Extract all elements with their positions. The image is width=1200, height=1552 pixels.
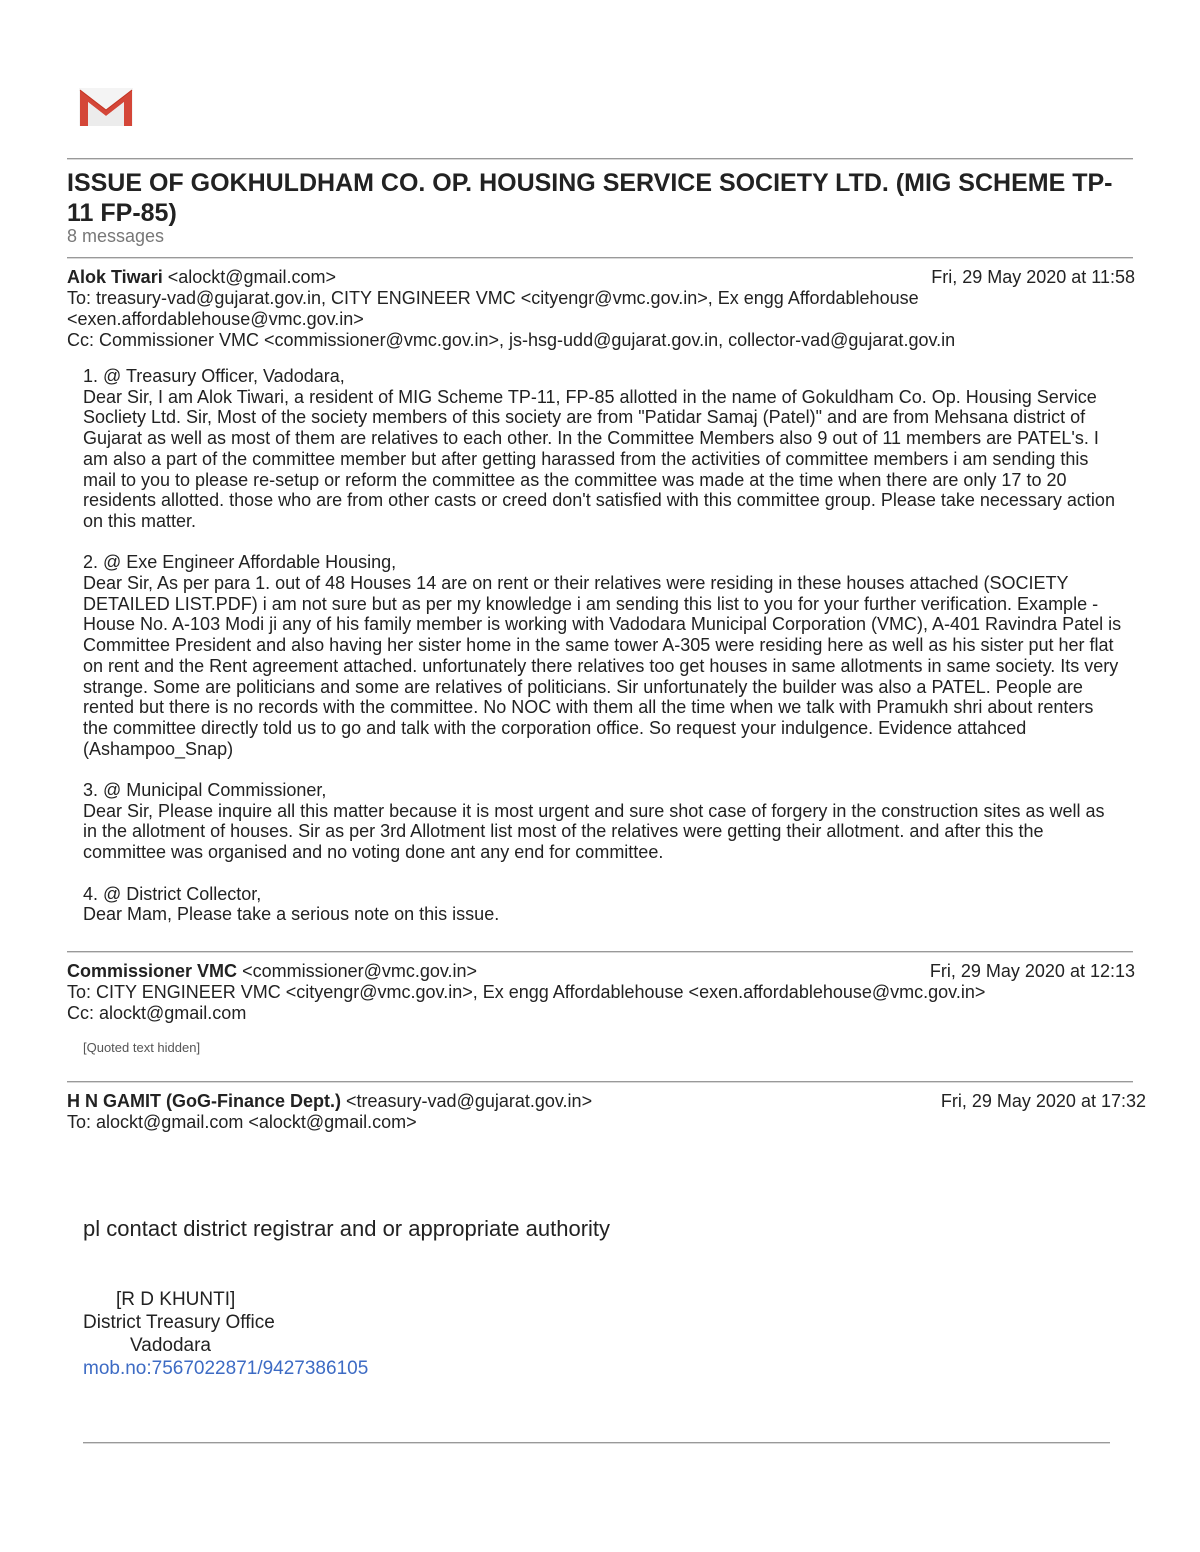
reply-text: pl contact district registrar and or appropriate authority <box>83 1216 611 1241</box>
sender-name: Commissioner VMC <box>67 961 238 981</box>
sender-email: <commissioner@vmc.gov.in> <box>242 961 478 981</box>
cc-line: Cc: Commissioner VMC <commissioner@vmc.gov.in>, js-hsg-udd@gujarat.gov.in, collector-vad@gujarat.gov.in <box>67 330 956 350</box>
signature-city: Vadodara <box>130 1335 211 1356</box>
signature-name: [R D KHUNTI] <box>116 1289 236 1310</box>
paragraph-heading: 1. @ Treasury Officer, Vadodara, <box>83 366 345 386</box>
message-header <box>67 1091 592 1112</box>
paragraph-text: Dear Sir, I am Alok Tiwari, a resident of MIG Scheme TP-11, FP-85 allotted in the name of Gokuldham Co. Op. Housing Service Socliety Ltd. Sir, Most of the society members of this society are from "Patidar Samaj (Patel)" and are from Mehsana district of Gujarat as well as most of them are relatives to each other. In the Committee Members also 9 out of 11 members are PATEL's. I am also a part of the committee member but after getting harassed from the activities of committee members i am sending this mail to you to please re-setup or reform the committee as the committee was made at the time when there are only 17 to 20 residents allotted. those who are from other casts or creed don't satisfied with this committee group. Please take necessary action on this matter. <box>83 386 1115 531</box>
quoted-text-toggle[interactable]: [Quoted text hidden] <box>83 1040 201 1055</box>
thread-subject: ISSUE OF GOKHULDHAM CO. OP. HOUSING SERVICE SOCIETY LTD. (MIG SCHEME TP-11 FP-85) <box>67 169 1113 227</box>
paragraph-heading: 2. @ Exe Engineer Affordable Housing, <box>83 552 397 573</box>
signature-office: District Treasury Office <box>83 1312 275 1333</box>
paragraph-text: Dear Sir, As per para 1. out of 48 Houses 14 are on rent or their relatives were residing in these houses attached (SOCIETY DETAILED LIST.PDF) i am not sure but as per my knowledge i am sending this list to you for your further verification. Example - House No. A-103 Modi ji any of his family member is working with Vadodara Municipal Corporation (VMC), A-401 Ravindra Patel is Committee President and also having her sister home in the same tower A-305 were residing here as well as his sister put her flat on rent and the Rent agreement attached. unfortunately there relatives too get houses in same allotments in same society. Its very strange. Some are politicians and some are relatives of politicians. Sir unfortunately the builder was also a PATEL. People are rented but there is no records with the committee. No NOC with them all the time when we talk with Pramukh shri about renters the committee directly told us to go and talk with the corporation office. So request your indulgence. Evidence attahced (Ashampoo_Snap) <box>83 573 1122 759</box>
message-count: 8 messages <box>67 226 165 246</box>
sender-name: H N GAMIT (GoG-Finance Dept.) <box>67 1091 341 1111</box>
sender-name: Alok Tiwari <box>67 267 163 287</box>
paragraph-heading: 3. @ Municipal Commissioner, <box>83 780 327 801</box>
mobile-number-link[interactable]: mob.no:7567022871/9427386105 <box>83 1358 369 1379</box>
message-header <box>67 961 477 982</box>
sender-email: <alockt@gmail.com> <box>167 267 337 287</box>
sender-email: <treasury-vad@gujarat.gov.in> <box>346 1091 593 1111</box>
message-date: Fri, 29 May 2020 at 17:32 <box>940 1091 1146 1111</box>
to-line: To: CITY ENGINEER VMC <cityengr@vmc.gov.in>, Ex engg Affordablehouse <exen.affordablehouse@vmc.gov.in> <box>67 982 986 1002</box>
body-paragraph <box>83 366 1123 532</box>
message-body <box>83 366 1123 946</box>
to-line: To: alockt@gmail.com <alockt@gmail.com> <box>67 1112 417 1132</box>
message-date: Fri, 29 May 2020 at 11:58 <box>931 267 1135 287</box>
body-paragraph <box>83 552 1123 759</box>
divider <box>67 158 1133 159</box>
message-date: Fri, 29 May 2020 at 12:13 <box>929 961 1135 981</box>
divider <box>67 257 1133 258</box>
paragraph-text: Dear Mam, Please take a serious note on this issue. <box>83 904 500 925</box>
body-paragraph <box>83 780 1123 863</box>
divider <box>67 1081 1133 1082</box>
cc-line: Cc: alockt@gmail.com <box>67 1003 247 1023</box>
gmail-icon <box>78 86 134 128</box>
paragraph-text: Dear Sir, Please inquire all this matter because it is most urgent and sure shot case of forgery in the construction sites as well as in the allotment of houses. Sir as per 3rd Allotment list most of the relatives were getting their allotment. and after this the committee was organised and no voting done ant any end for committee. <box>83 800 1105 863</box>
paragraph-heading: 4. @ District Collector, <box>83 883 262 904</box>
message-header <box>67 267 336 288</box>
divider <box>67 951 1133 952</box>
to-line: To: treasury-vad@gujarat.gov.in, CITY ENGINEER VMC <cityengr@vmc.gov.in>, Ex engg Affordablehouse <exen.affordablehouse@vmc.gov.in> <box>67 288 919 329</box>
divider <box>83 1442 1110 1443</box>
body-paragraph <box>83 884 1123 925</box>
